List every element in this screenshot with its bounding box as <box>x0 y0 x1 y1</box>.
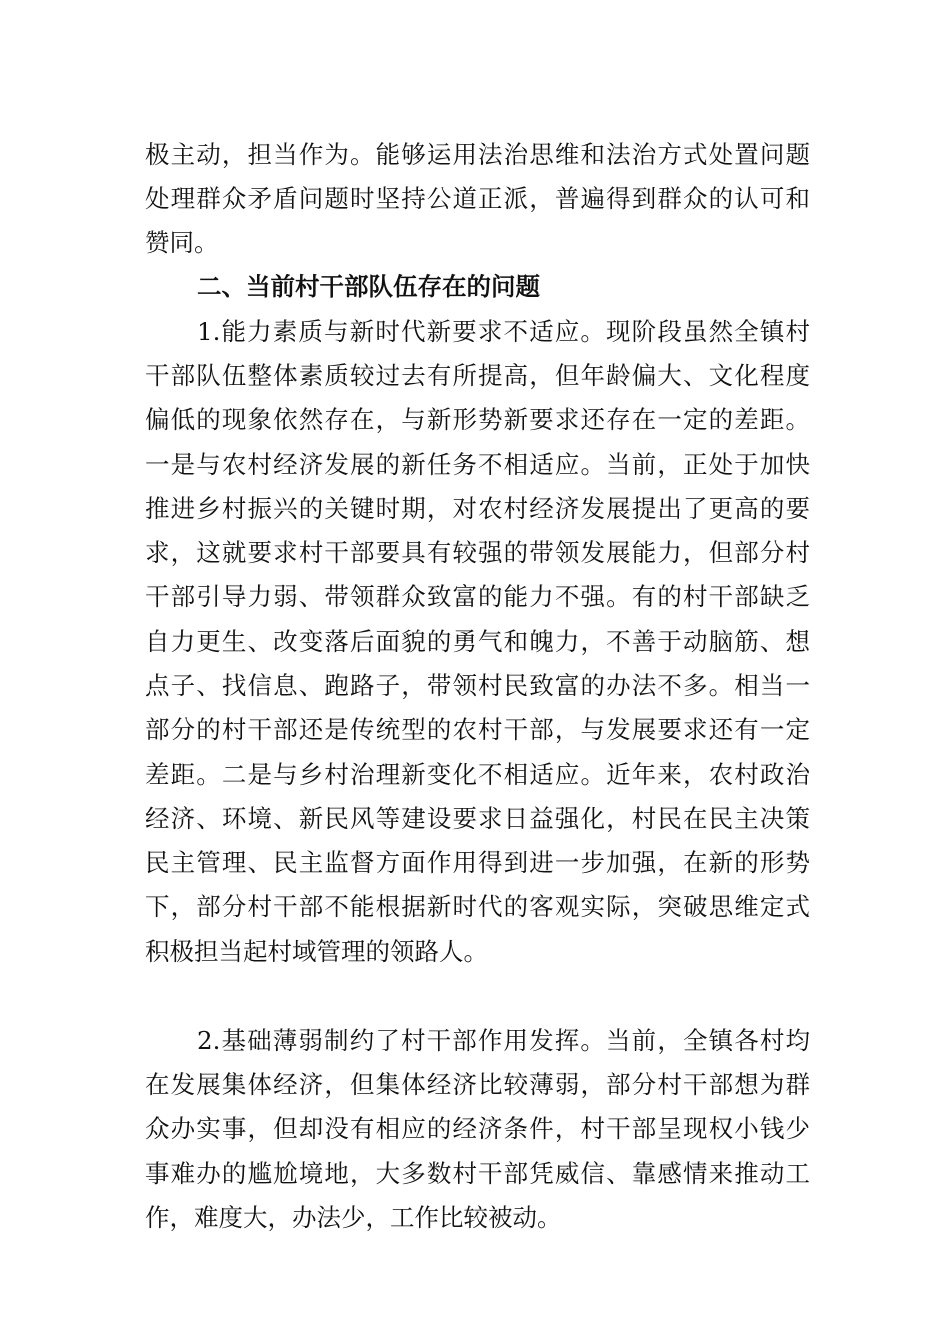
paragraph-line: 部分的村干部还是传统型的农村干部，与发展要求还有一定 <box>145 715 810 744</box>
paragraph-line: 干部队伍整体素质较过去有所提高，但年龄偏大、文化程度 <box>145 361 810 390</box>
paragraph-line: 一是与农村经济发展的新任务不相适应。当前，正处于加快 <box>145 450 810 479</box>
paragraph-line: 2.基础薄弱制约了村干部作用发挥。当前，全镇各村均 <box>197 1026 810 1055</box>
paragraph-line: 在发展集体经济，但集体经济比较薄弱，部分村干部想为群 <box>145 1070 810 1099</box>
intro-line: 极主动，担当作为。能够运用法治思维和法治方式处置问题 <box>145 140 810 169</box>
paragraph-line: 自力更生、改变落后面貌的勇气和魄力，不善于动脑筋、想 <box>145 627 810 656</box>
paragraph-line: 差距。二是与乡村治理新变化不相适应。近年来，农村政治 <box>145 760 810 789</box>
paragraph-line: 积极担当起村域管理的领路人。 <box>145 937 488 966</box>
paragraph-line: 偏低的现象依然存在，与新形势新要求还存在一定的差距。 <box>145 405 810 434</box>
paragraph-line: 点子、找信息、跑路子，带领村民致富的办法不多。相当一 <box>145 671 810 700</box>
paragraph-line: 干部引导力弱、带领群众致富的能力不强。有的村干部缺乏 <box>145 582 810 611</box>
intro-line: 赞同。 <box>145 228 219 257</box>
paragraph-line: 1.能力素质与新时代新要求不适应。现阶段虽然全镇村 <box>197 317 810 346</box>
paragraph-line: 民主管理、民主监督方面作用得到进一步加强，在新的形势 <box>145 848 810 877</box>
section-heading: 二、当前村干部队伍存在的问题 <box>197 272 540 301</box>
paragraph-line: 求，这就要求村干部要具有较强的带领发展能力，但部分村 <box>145 538 810 567</box>
paragraph-line: 下，部分村干部不能根据新时代的客观实际，突破思维定式 <box>145 892 810 921</box>
intro-line: 处理群众矛盾问题时坚持公道正派，普遍得到群众的认可和 <box>145 184 810 213</box>
paragraph-line: 众办实事，但却没有相应的经济条件，村干部呈现权小钱少 <box>145 1114 810 1143</box>
paragraph-line: 作，难度大，办法少，工作比较被动。 <box>145 1203 562 1232</box>
paragraph-line: 事难办的尴尬境地，大多数村干部凭威信、靠感情来推动工 <box>145 1159 810 1188</box>
paragraph-line: 推进乡村振兴的关键时期，对农村经济发展提出了更高的要 <box>145 494 810 523</box>
paragraph-line: 经济、环境、新民风等建设要求日益强化，村民在民主决策 <box>145 804 810 833</box>
